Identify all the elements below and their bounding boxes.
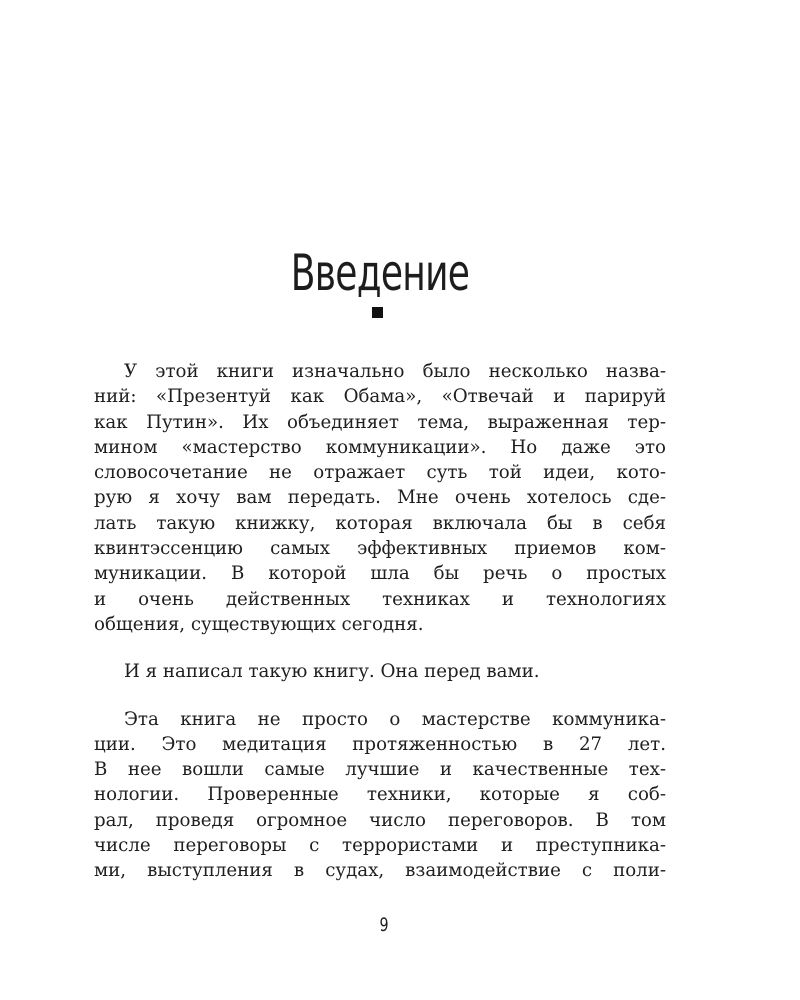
text-line: общения, существующих сегодня. [94, 613, 424, 635]
text-line: муникации. В которой шла бы речь о простых [94, 563, 666, 585]
text-line: рал, проведя огромное число переговоров. В том [94, 809, 666, 831]
paragraph-1 [94, 359, 666, 637]
text-line: ми, выступления в судах, взаимодействие с поли- [94, 860, 666, 882]
text-line: И я написал такую книгу. Она перед вами. [124, 661, 540, 683]
text-line: ции. Это медитация протяженностью в 27 лет. [94, 733, 666, 755]
chapter-title: Введение [290, 244, 470, 302]
body-text [94, 359, 666, 884]
text-line: рую я хочу вам передать. Мне очень хотелось сде- [94, 487, 666, 509]
paragraph-2 [94, 659, 666, 684]
title-bullet-icon [372, 307, 383, 318]
text-line: квинтэссенцию самых эффективных приемов ком- [94, 538, 666, 560]
text-line: У этой книги изначально было несколько назва- [124, 361, 666, 382]
text-line: Эта книга не просто о мастерстве коммуника- [124, 708, 666, 730]
text-line: словосочетание не отражает суть той идеи, кото- [94, 462, 666, 484]
text-line: нологии. Проверенные техники, которые я соб- [94, 784, 666, 806]
text-line: мином «мастерство коммуникации». Но даже это [94, 436, 666, 458]
paragraph-3 [94, 707, 666, 884]
text-line: и очень действенных техниках и технологиях [94, 588, 666, 610]
text-line: лать такую книжку, которая включала бы в себя [94, 512, 666, 534]
text-line: как Путин». Их объединяет тема, выраженная тер- [94, 411, 666, 433]
text-line: числе переговоры с террористами и преступника- [94, 835, 666, 857]
page-number: 9 [379, 914, 389, 936]
text-line: ний: «Презентуй как Обама», «Отвечай и парируй [94, 386, 666, 408]
text-line: В нее вошли самые лучшие и качественные тех- [94, 759, 666, 781]
